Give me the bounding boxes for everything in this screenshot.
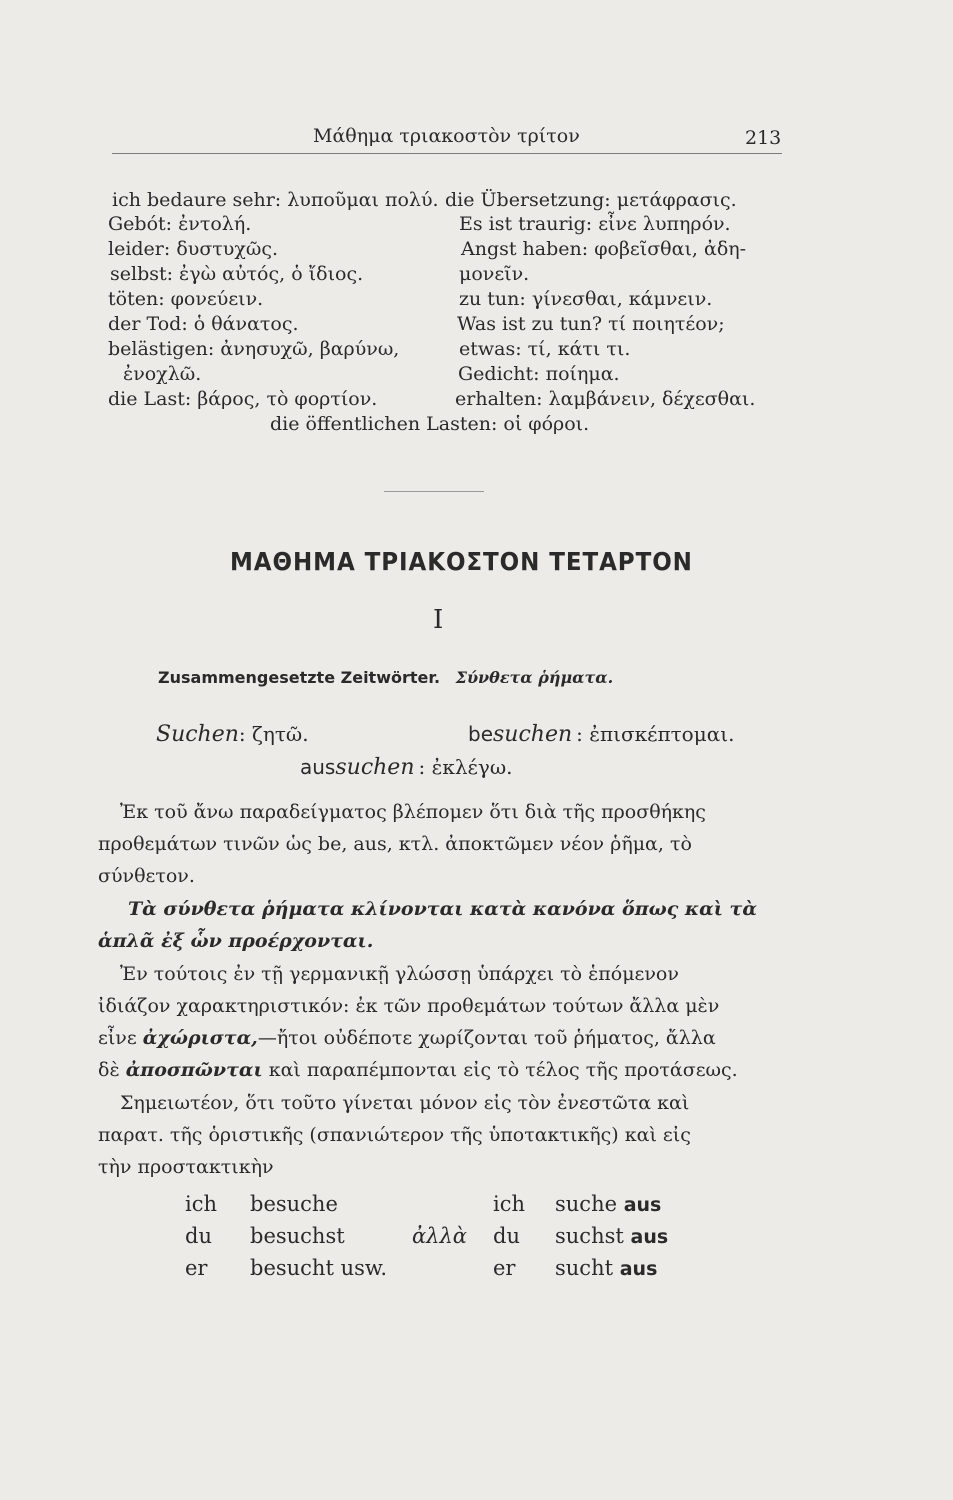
paragraph-2-line-2: ἰδιάζον χαρακτηριστικόν: ἐκ τῶν προθεμάτων τούτων ἄλλα μὲν [98,995,720,1017]
vocab-right-6: etwas: τί, κάτι τι. [459,338,631,360]
conj-right-particle-2: aus [630,1226,669,1248]
example-1 [156,722,309,747]
rule-statement [98,893,778,957]
vocab-left-7: ἐνοχλῶ. [123,363,202,385]
example-2-german: suchen [493,722,573,747]
vocab-left-2: leider: δυστυχῶς. [108,238,279,260]
rule-line-1: Τὰ σύνθετα ῥήματα κλίνονται κατὰ κανόνα ὅπως καὶ τὰ [128,898,757,920]
paragraph-2-line-4 [98,1054,778,1086]
paragraph-1-line-2: προθεμάτων τινῶν ὡς be, aus, κτλ. ἀποκτῶμεν νέον ῥῆμα, τὸ [98,833,692,855]
conj-right-stem-1: suche [555,1192,618,1216]
conj-right-verb-3 [555,1256,657,1280]
conj-left-pron-1: ich [185,1192,218,1216]
vocab-right-7: Gedicht: ποίημα. [458,363,620,385]
p2-l3a: εἶνε [98,1027,143,1049]
paragraph-3-line-2: παρατ. τῆς ὁριστικῆς (σπανιώτερον τῆς ὑποτακτικῆς) καὶ εἰς [98,1124,691,1146]
conj-right-pron-3: er [493,1256,516,1280]
conj-right-particle-3: aus [619,1258,658,1280]
term-inseparable: ἀχώριστα, [142,1027,258,1049]
vocab-right-1: Es ist traurig: εἶνε λυπηρόν. [459,213,731,235]
paragraph-2 [98,958,778,1086]
example-3 [300,755,512,780]
paragraph-1-line-1: Ἐκ τοῦ ἄνω παραδείγματος βλέπομεν ὅτι διὰ τῆς προσθήκης [120,801,706,823]
example-3-greek: : ἐκλέγω. [418,755,513,779]
p2-l4c: καὶ παραπέμπονται εἰς τὸ τέλος τῆς προτάσεως. [262,1059,738,1081]
paragraph-2-line-3 [98,1022,778,1054]
vocab-left-6: belästigen: ἀνησυχῶ, βαρύνω, [108,338,400,360]
paragraph-1 [98,796,778,892]
vocab-right-5: Was ist zu tun? τί ποιητέον; [457,313,725,335]
example-2-prefix: be [468,722,493,746]
conj-left-verb-1: besuche [250,1192,338,1216]
conj-left-verb-3: besucht usw. [250,1256,388,1280]
vocab-center: die öffentlichen Lasten: οἱ φόροι. [270,413,590,435]
conj-right-particle-1: aus [623,1194,662,1216]
section-subtitle [158,668,613,687]
paragraph-2-line-1: Ἐν τούτοις ἐν τῇ γερμανικῇ γλώσσῃ ὑπάρχει τὸ ἑπόμενον [120,963,679,985]
p2-l4a: δὲ [98,1059,126,1081]
conj-right-pron-1: ich [493,1192,526,1216]
conj-left-pron-2: du [185,1224,212,1248]
example-2 [468,722,734,747]
conj-left-pron-3: er [185,1256,208,1280]
conj-right-verb-2 [555,1224,668,1248]
conj-right-pron-2: du [493,1224,520,1248]
example-3-prefix: aus [300,755,336,779]
example-2-greek: : ἐπισκέπτομαι. [576,722,735,746]
header-rule [112,153,782,154]
vocab-left-4: töten: φονεύειν. [108,288,264,310]
section-divider [384,491,484,492]
vocab-right-0: die Übersetzung: μετάφρασις. [445,189,737,211]
vocab-left-0: ich bedaure sehr: λυποῦμαι πολύ. [112,189,439,211]
vocab-left-8: die Last: βάρος, τὸ φορτίον. [108,388,378,410]
vocab-right-2: Angst haben: φοβεῖσθαι, ἀδη- [461,238,747,260]
paragraph-3-line-3: τὴν προστακτικὴν [98,1156,274,1178]
rule-line-2: ἁπλᾶ ἐξ ὧν προέρχονται. [98,930,374,952]
page-number: 213 [745,127,782,149]
vocab-right-4: zu tun: γίνεσθαι, κάμνειν. [459,288,713,310]
paragraph-1-line-3: σύνθετον. [98,865,195,887]
paragraph-3 [98,1087,778,1183]
conj-middle-word: ἀλλὰ [412,1224,467,1248]
example-3-german: suchen [335,755,415,780]
conj-right-stem-2: suchst [555,1224,624,1248]
conj-right-verb-1 [555,1192,661,1216]
paragraph-3-line-1: Σημειωτέον, ὅτι τοῦτο γίνεται μόνον εἰς τὸν ἐνεστῶτα καὶ [120,1092,690,1114]
vocab-left-1: Gebót: ἐντολή. [108,213,252,235]
running-header: Μάθημα τριακοστὸν τρίτον [313,125,580,147]
section-number: I [433,605,444,635]
subtitle-greek: Σύνθετα ῥήματα. [455,668,614,687]
lesson-title: ΜΑΘΗΜΑ ΤΡΙΑΚΟΣΤΟΝ ΤΕΤΑΡΤΟΝ [230,547,693,576]
vocab-left-3: selbst: ἐγὼ αὐτός, ὁ ἴδιος. [110,263,364,285]
conj-right-stem-3: sucht [555,1256,614,1280]
example-1-german: Suchen [156,722,239,747]
vocab-left-5: der Tod: ὁ θάνατος. [108,313,299,335]
vocab-right-8: erhalten: λαμβάνειν, δέχεσθαι. [455,388,756,410]
vocab-right-3: μονεῖν. [459,263,530,285]
term-separable: ἀποσπῶνται [125,1059,263,1081]
example-1-greek: : ζητῶ. [238,722,309,746]
subtitle-german: Zusammengesetzte Zeitwörter. [158,668,441,687]
p2-l3c: —ἤτοι οὐδέποτε χωρίζονται τοῦ ῥήματος, ἄλλα [257,1027,716,1049]
conj-left-verb-2: besuchst [250,1224,345,1248]
